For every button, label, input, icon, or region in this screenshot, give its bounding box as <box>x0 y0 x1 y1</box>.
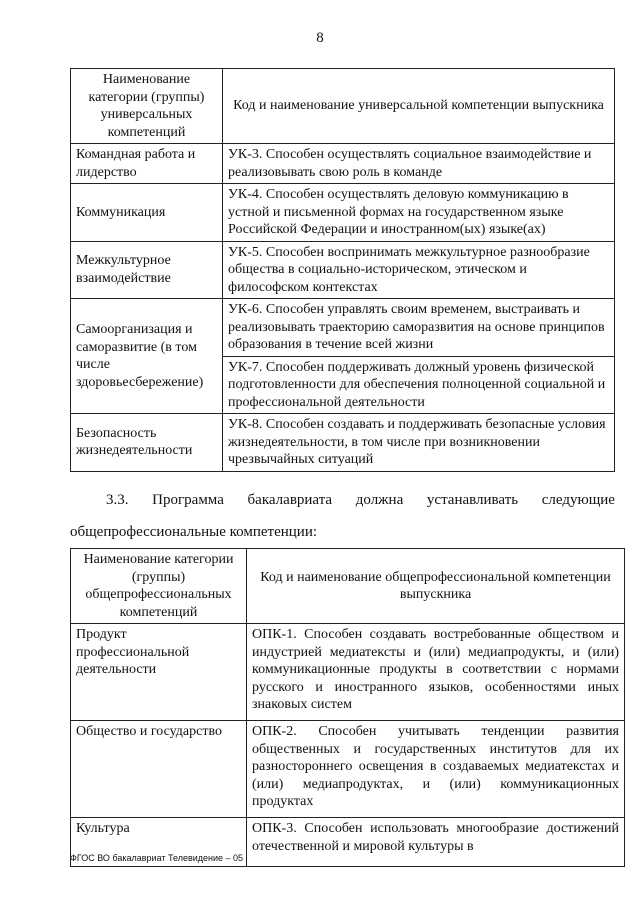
table-row <box>71 721 625 818</box>
category-cell: Коммуникация <box>71 184 223 242</box>
table-row <box>71 299 615 357</box>
table-row <box>71 414 615 472</box>
category-cell: Продукт профессиональной деятельности <box>71 624 247 721</box>
universal-competencies-table <box>70 68 615 472</box>
section-paragraph-line1 <box>70 492 615 509</box>
page-number: 8 <box>316 30 324 46</box>
paragraph-word: Программа <box>152 492 224 508</box>
general-professional-competencies-table <box>70 548 625 867</box>
header-category-cell: Наименование категории (группы) универсальных компетенций <box>71 69 223 144</box>
category-cell: Общество и государство <box>71 721 247 818</box>
paragraph-word: устанавливать <box>426 492 519 508</box>
paragraph-word: следующие <box>541 492 615 508</box>
table-row <box>71 184 615 242</box>
competency-cell: ОПК-2. Способен учитывать тенденции развития общественных и государственных институтов для их разностороннего освещения в создаваемых медиатекстах и (или) медиапродуктах, и (или) коммуникационных продуктах <box>247 721 625 818</box>
competency-cell: УК-5. Способен воспринимать межкультурное разнообразие общества в социально-историческом, этическом и философском контекстах <box>223 241 615 299</box>
competency-cell: УК-7. Способен поддерживать должный уровень физической подготовленности для обеспечения полноценной социальной и профессиональной деятельности <box>223 356 615 414</box>
table-row <box>71 624 625 721</box>
category-cell: Командная работа и лидерство <box>71 144 223 184</box>
paragraph-word: 3.3. <box>106 492 129 508</box>
header-competency-cell: Код и наименование общепрофессиональной компетенции выпускника <box>247 549 625 624</box>
header-category-cell: Наименование категории (группы) общепрофессиональных компетенций <box>71 549 247 624</box>
category-cell: Межкультурное взаимодействие <box>71 241 223 299</box>
paragraph-word: должна <box>355 492 404 508</box>
competency-cell: УК-3. Способен осуществлять социальное взаимодействие и реализовывать свою роль в команде <box>223 144 615 184</box>
competency-cell: УК-4. Способен осуществлять деловую коммуникацию в устной и письменной формах на государственном языке Российской Федерации и иностранном(ых) языке(ах) <box>223 184 615 242</box>
table-header-row <box>71 69 615 144</box>
competency-cell: УК-8. Способен создавать и поддерживать безопасные условия жизнедеятельности, в том числе при возникновении чрезвычайных ситуаций <box>223 414 615 472</box>
section-paragraph-line2: общепрофессиональные компетенции: <box>70 524 318 540</box>
category-cell: Безопасность жизнедеятельности <box>71 414 223 472</box>
competency-cell: ОПК-3. Способен использовать многообразие достижений отечественной и мировой культуры в <box>247 818 625 867</box>
paragraph-word: бакалавриата <box>247 492 333 508</box>
table-row <box>71 241 615 299</box>
document-footer: ФГОС ВО бакалавриат Телевидение – 05 <box>70 853 244 863</box>
category-cell: Самоорганизация и саморазвитие (в том числе здоровьесбережение) <box>71 299 223 414</box>
competency-cell: УК-6. Способен управлять своим временем, выстраивать и реализовывать траекторию саморазвития на основе принципов образования в течение всей жизни <box>223 299 615 357</box>
table-header-row <box>71 549 625 624</box>
category-cell: Культура <box>71 818 247 867</box>
competency-cell: ОПК-1. Способен создавать востребованные обществом и индустрией медиатексты и (или) медиапродукты, и (или) коммуникационные продукты в соответствии с нормами русского и иностранного языков, особенностями иных знаковых систем <box>247 624 625 721</box>
table-row <box>71 144 615 184</box>
header-competency-cell: Код и наименование универсальной компетенции выпускника <box>223 69 615 144</box>
